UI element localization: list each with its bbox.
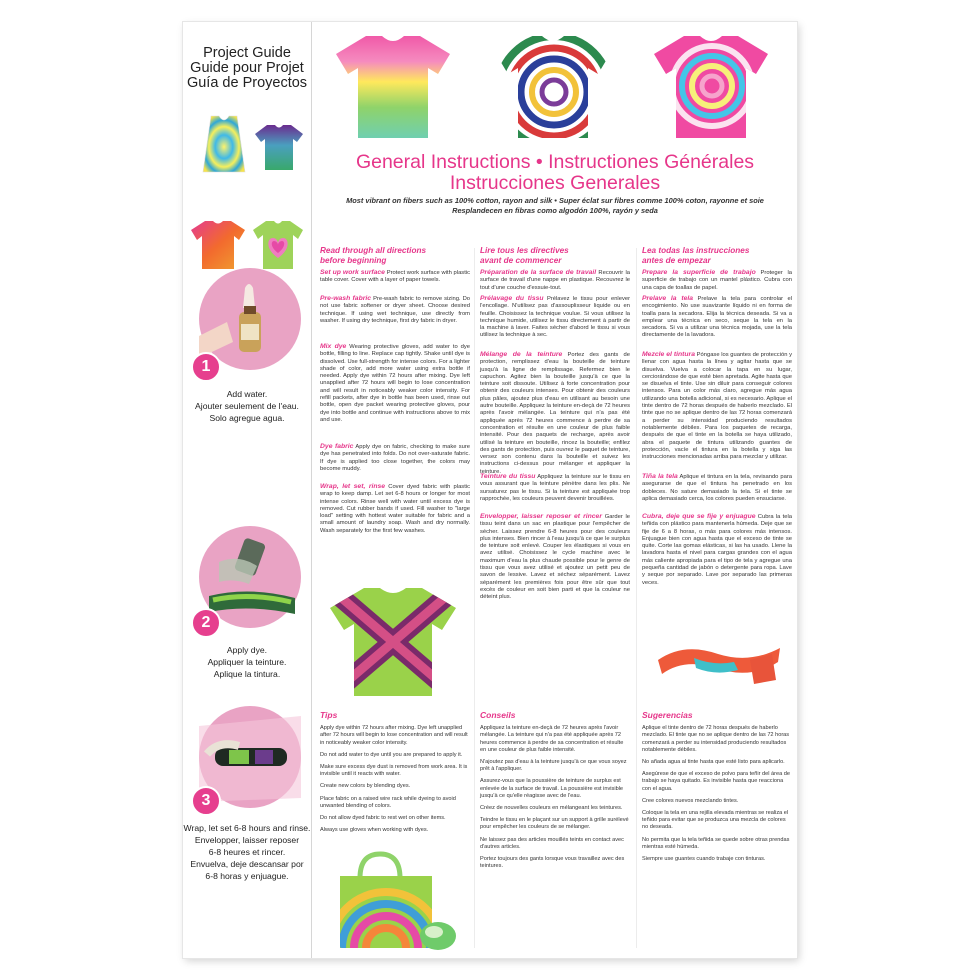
tip-item: Créez de nouvelles couleurs en mélangeant les teintures. [480,805,623,812]
tip-item: No añada agua al tinte hasta que esté listo para aplicarlo. [642,759,785,766]
tip-item: Create new colors by blending dyes. [320,783,411,790]
column-spanish [642,246,792,586]
column-english [320,246,470,568]
instruction-section: Mélange de la teinture Portez des gants de protection, remplissez d'eau la bouteille de teinture jusqu'à la ligne de remplissage. Refermez bien le capuchon. Agitez bien la bouteille jusqu'à ce que la teinture soit dissoute. Utilisez à forte concentration pour obtenir des couleurs intenses. Pour obtenir des couleurs plus pâles, ajoutez plus d'eau en utilisant au besoin une autre bouteille. Appliquez la teinture en-deçà de 72 heures après l'avoir mélangée. La teinture qui n'a pas été appliquée après 72 heures commence à perdre de sa concentration et résulte en une couleur de plus faible intensité. Pour des paquets de recharge, après avoir utilisé la teinture en bouteille, rincez la bouteille; enfilez des gants de protection, puis ouvrez le paquet de teinture, versez son contenu dans la bouteille et suivez les instructions ci-dessus pour mélanger et appliquer la teinture. [480,351,630,475]
tip-item: Appliquez la teinture en-deçà de 72 heures après l'avoir mélangée. La teinture qui n'a pas été appliquée après 72 heures commence à perdre de sa concentration et résulte en une couleur de plus faible intensité. [480,725,624,753]
tip-item: Aplique el tinte dentro de 72 horas después de haberlo mezclado. El tinte que no se aplique dentro de las 72 horas comenzará a perder su intensidad produciendo resultados notablemente débiles. [642,725,790,753]
column-divider [636,248,637,948]
sidebar [183,22,311,958]
step-2-caption: Apply dye. Appliquer la teinture. Aplique la tintura. [207,645,287,679]
step-1-caption: Add water. Ajouter seulement de l'eau. Solo agregue agua. [195,389,299,423]
tips-heading: Conseils [480,710,516,720]
fiber-subtitle: Most vibrant on fibers such as 100% cotton, rayon and silk • Super éclat sur fibres comme 100% coton, rayonne et soie Resplandecen en fibras como algodón 100%, rayón y seda [346,196,764,215]
title-line-en: Project Guide [203,45,291,61]
heading-line-2: Instrucciones Generales [449,172,661,194]
scarf-image [654,640,784,690]
tip-item: Do not allow dyed fabric to rest wet on other items. [320,815,446,822]
tote-bag-image [330,848,462,952]
step-3-badge: 3 [191,786,221,816]
spiral-rainbow-shirt-image [492,30,614,142]
instruction-section: Dye fabric Apply dye on fabric, checking to make sure dye has penetrated into folds. Do not over-saturate fabric. If dye is applied too close together, the colors may become muddy. [320,443,470,472]
stripe-shirt-image [332,30,454,142]
tip-item: Do not add water to dye until you are prepared to apply it. [320,751,463,758]
tip-item: Apply dye within 72 hours after mixing. Dye left unapplied after 72 hours will begin to lose concentration and will result in noticeably weaker color intensity. [320,725,468,746]
pink-spiral-shirt-image [650,30,772,142]
purple-green-shirt-image [253,122,305,172]
step-3-caption: Wrap, let set 6-8 hours and rinse. Envelopper, laisser reposer 6-8 heures et rincer. Envuelva, deje descansar por 6-8 horas y enjuague. [183,823,311,881]
heart-shirt-image [251,218,305,272]
instruction-section: Cubra, deje que se fije y enjuague Cubra la tela teñida con plástico para mantenerla húmeda. Deje que se fije de 6 a 8 horas, o más para colores más intensos. Enjuague bien con agua hasta que el exceso de tinte se quite. Corte las gomas elásticas, si las ha usado. Llene la lavadora hasta el nivel para cargas grandes con el agua más caliente apropiada para el tipo de tela y agregue una pequeña cantidad de jabón o detergente para ropa. Lave y seque por separado. Lave por separado las primeras veces. [642,513,792,586]
tips-english [320,712,470,839]
instruction-section: Tiña la tela Aplique el tintura en la tela, revisando para asegurarse de que el tintura ha penetrado en los dobleces. No sature demasiado la tela. Si el tinte se aplica demasiado cerca, los colores pueden ensuciarse. [642,473,792,502]
instruction-section: Wrap, let set, rinse Cover dyed fabric with plastic wrap to keep damp. Let set 6-8 hours or longer for most intense colors. Rinse well with water until excess dye is removed. Cut rubber bands if used. Fill washer to "large load" setting with hottest water suitable for fabric and a small amount of laundry soap. Wash and dry normally. Wash separately for the first few washes. [320,483,470,534]
instruction-section: Prélavage du tissu Prélavez le tissu pour enlever l'encollage. N'utilisez pas d'assouplisseur liquide ou en feuille. Choisissez la technique voulue. Si vous utilisez la technique humide, utilisez le tissu directement à partir de la machine à laver. Faites sécher d'abord le tissu si vous utilisez la technique à sec. [480,295,630,339]
tip-item: Asegúrese de que el exceso de polvo para teñir del área de trabajo se haya quitado. Es invisible hasta que reacciona con el agua. [642,771,791,792]
tips-heading: Sugerencias [642,710,693,720]
tips-heading: Tips [320,710,338,720]
column-heading: Lea todas las instrucciones antes de empezar [642,246,750,265]
tip-item: Siempre use guantes cuando trabaje con tinturas. [642,856,766,863]
instruction-section: Envelopper, laisser reposer et rincer Garder le tissu teint dans un sac en plastique pour l'empêcher de sécher. Laissez prendre 6-8 heures pour des couleurs plus intenses. Bien rincer à l'eau jusqu'à ce que le surplus de teinture soit enlevé. Couper les élastiques si vous en avez utilisé. Choisissez le cycle machine avec le maximum d'eau la plus chaude possible pour le genre de tissu que vous avez utilisé et ajoutez un petit peu de savon de lessive. Lavez et séchez séparément. Lavez séparément les premières fois pour être sûr que tout excès de couleur en soit bien parti et que la couleur ne déteint plus. [480,513,630,601]
tip-item: No permita que la tela teñida se quede sobre otras prendas mientras esté húmeda. [642,836,790,850]
column-heading: Lire tous les directives avant de commencer [480,246,569,265]
tip-item: N'ajoutez pas d'eau à la teinture jusqu'à ce que vous soyez prêt à l'appliquer. [480,759,627,773]
instruction-section: Prepare la superficie de trabajo Proteger la superficie de trabajo con un mantel plástico. Cubra con una capa de toallas de papel. [642,269,792,291]
tip-item: Always use gloves when working with dyes. [320,827,429,834]
tips-spanish [642,712,792,868]
tip-item: Coloque la tela en una rejilla elevada mientras se realiza el teñido para evitar que se produzca una mezcla de colores no deseada. [642,810,789,831]
tip-item: Make sure excess dye dust is removed from work area. It is invisible until it reacts with water. [320,764,468,778]
instruction-section: Teinture du tissu Appliquez la teinture sur le tissu en vous assurant que la teinture pénètre dans les plis. Ne sursaturez pas le tissu. Si la teinture est appliquée trop rapprochée, les couleurs peuvent devenir brouillées. [480,473,631,502]
main-content [311,22,798,958]
step-2-badge: 2 [191,608,221,638]
spiral-tank-image [195,114,253,176]
step-1-badge: 1 [191,352,221,382]
tip-item: Place fabric on a raised wire rack while dyeing to avoid unwanted blending of colors. [320,795,456,809]
instruction-section: Pre-wash fabric Pre-wash fabric to remove sizing. Do not use fabric softener or dryer sheet. Choose desired technique. If using wet technique, use directly from washer. If using dry technique, first dry fabric in dryer. [320,295,470,324]
project-guide-title [183,46,311,91]
tip-item: Portez toujours des gants lorsque vous travaillez avec des teintures. [480,856,625,870]
instruction-section: Prelave la tela Prelave la tela para controlar el encogimiento. No use suavizante líquido ni en forma de toalla para la secadora. Elija la técnica deseada. Si va a emplear una técnica en seco, seque la tela en la secadora. Si va a utilizar una técnica mojada, use la tela directamente de la lavadora. [642,295,792,339]
instruction-section: Mezcle el tintura Póngase los guantes de protección y llenar con agua hasta la línea y agitar hasta que se disuelva. Vuelva a colocar la tapa en su lugar, cerciorándose de que esté bien apretada. Agite hasta que se disuelva el tinte. Use sin diluir para conseguir colores intensos. Para un color más claro, agregue más agua utilizando una botella adicional, si es necesario. Aplique el tinte dentro de 72 horas después de haberlo mezclado. El tinte que no se aplique dentro de las 72 horas comenzará a perder su intensidad produciendo resultados notablemente débiles. Para los paquetes de recarga, después de que el tinte en la botella se haya utilizado, abra el paquete de tintura utilizando guantes de protección, vacíe el tintura en la botella y siga las instrucciones mencionadas arriba para mezclar y utilizar. [642,351,792,461]
title-line-es: Guía de Proyectos [186,75,308,91]
column-divider [474,248,475,948]
tip-item: Assurez-vous que la poussière de teinture de surplus est enlevée de la surface de travail. La poussière est invisible jusqu'à ce qu'elle réagisse avec de l'eau. [480,778,624,799]
title-line-fr: Guide pour Projet [190,60,304,76]
instruction-section: Mix dye Wearing protective gloves, add water to dye bottle, filling to line. Replace cap tightly. Shake until dye is dissolved. Use full-strength for intense colors. For a lighter shade of color, add more water using extra bottle if needed. Apply dye within 72 hours after mixing. Dye left unapplied after 72 hours will begin to lose concentration and will result in noticeably weaker color intensity. For refill packets, after dye in bottle has been used, rinse out bottle, open dye packet wearing protective gloves, pour dye into bottle and continue with instructions above to mix and use. [320,343,470,423]
tip-item: Cree colores nuevos mezclando tintes. [642,797,739,804]
tip-item: Ne laissez pas des articles mouillés teints en contact avec d'autres articles. [480,836,624,850]
heading-line-1: General Instructions • Instructiones Générales [355,151,755,173]
orange-pink-shirt-image [189,218,247,272]
column-french [480,246,631,601]
instruction-section: Préparation de la surface de travail Recouvrir la surface de travail d'une nappe en plastique. Recouvrez le tout d'une couche d'essuie-tout. [480,269,630,291]
x-pattern-shirt-image [326,582,460,700]
column-heading: Read through all directions before beginning [320,246,426,265]
tips-french [480,712,630,875]
general-instructions-heading [312,152,798,194]
project-guide-sheet [183,22,797,958]
tip-item: Teindre le tissu en le plaçant sur un support à grille surélevé pour empêcher les couleurs de se mélanger. [480,817,629,831]
instruction-section: Set up work surface Protect work surface with plastic table cover. Cover with a layer of paper towels. [320,269,470,284]
